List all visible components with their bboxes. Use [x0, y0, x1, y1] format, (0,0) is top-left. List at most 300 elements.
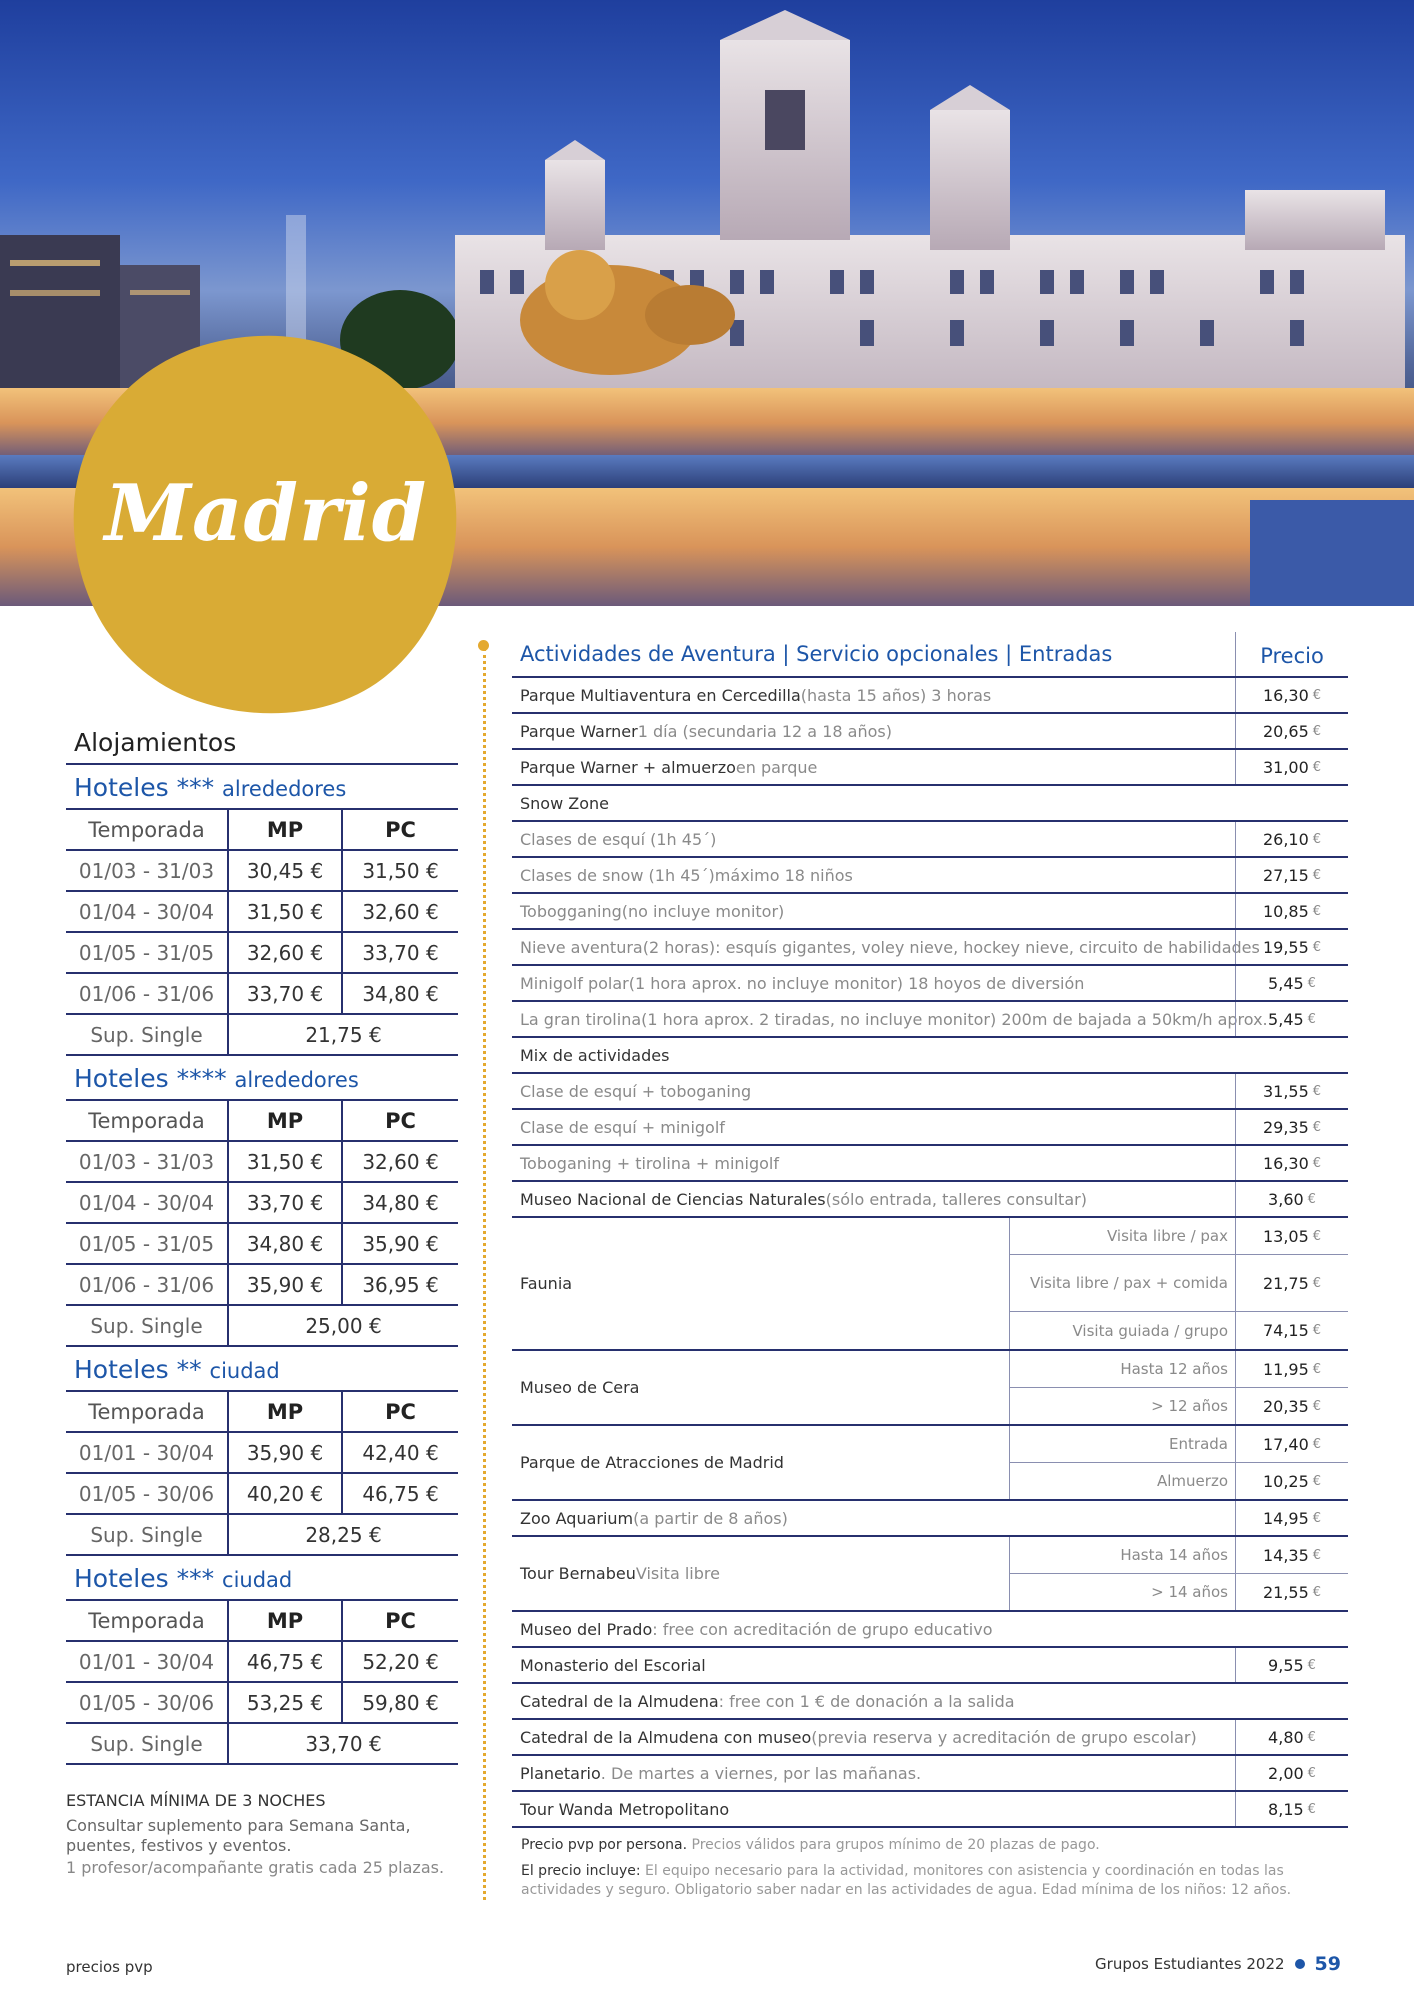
group-name: Tour Bernabeu	[520, 1564, 636, 1583]
price-value: 11,95	[1262, 1359, 1309, 1379]
activity-note: (previa reserva y acreditación de grupo escolar)	[811, 1727, 1197, 1747]
activity-name: La gran tirolina	[520, 1009, 642, 1029]
price-value: 13,05	[1262, 1226, 1309, 1246]
table-row	[66, 1473, 458, 1514]
activity-row	[512, 966, 1348, 1002]
hotel-category: Hoteles ****	[74, 1064, 227, 1093]
group-options	[1009, 1351, 1348, 1424]
activity-row	[512, 678, 1348, 714]
pc-price: 42,40 €	[342, 1432, 458, 1473]
group-option	[1010, 1537, 1348, 1574]
activity-name: Planetario	[520, 1763, 601, 1783]
currency-symbol: €	[1312, 903, 1322, 919]
activity-note: máximo 18 niños	[714, 865, 853, 885]
group-option	[1010, 1388, 1348, 1424]
activity-row	[512, 894, 1348, 930]
season-header: Temporada	[66, 810, 228, 850]
currency-symbol: €	[1312, 1275, 1322, 1291]
season-cell: 01/04 - 30/04	[66, 891, 228, 932]
option-price	[1235, 1388, 1348, 1424]
stay-notes	[66, 1791, 458, 1877]
option-price	[1235, 1255, 1348, 1311]
season-header: Temporada	[66, 1601, 228, 1641]
footnote-pvp-bold: Precio pvp por persona.	[521, 1837, 688, 1853]
activity-name: Clase de esquí + toboganing	[520, 1081, 752, 1101]
activity-price	[1235, 750, 1348, 784]
activity-name: Catedral de la Almudena	[520, 1691, 719, 1711]
activity-label	[520, 966, 1084, 1000]
activity-price	[1235, 1501, 1348, 1535]
activity-price	[1235, 1792, 1348, 1826]
mp-header: MP	[228, 1601, 342, 1641]
table-row	[66, 1432, 458, 1473]
group-option	[1010, 1218, 1348, 1255]
mp-price: 31,50 €	[228, 891, 342, 932]
activity-price	[1235, 822, 1348, 856]
mp-price: 32,60 €	[228, 932, 342, 973]
currency-symbol: €	[1312, 1436, 1322, 1452]
table-row	[66, 1141, 458, 1182]
min-stay-note: ESTANCIA MÍNIMA DE 3 NOCHES	[66, 1791, 326, 1810]
option-price	[1235, 1537, 1348, 1573]
activity-name: Clases de esquí (1h 45´)	[520, 829, 717, 849]
activity-label	[520, 1501, 788, 1535]
activity-label	[520, 1038, 669, 1072]
season-cell: 01/03 - 31/03	[66, 1141, 228, 1182]
currency-symbol: €	[1312, 831, 1322, 847]
activity-name: Toboganing + tirolina + minigolf	[520, 1153, 779, 1173]
activities-header	[512, 632, 1348, 678]
activity-label	[520, 1792, 729, 1826]
currency-symbol: €	[1312, 1547, 1322, 1563]
hotel-price-table	[66, 1601, 458, 1765]
single-row	[66, 1305, 458, 1346]
table-row	[66, 1223, 458, 1264]
price-value: 74,15	[1262, 1321, 1309, 1340]
hotel-title	[66, 765, 458, 810]
group-option	[1010, 1426, 1348, 1463]
activity-row	[512, 1182, 1348, 1218]
season-header: Temporada	[66, 1101, 228, 1141]
single-row	[66, 1014, 458, 1055]
activity-price	[1235, 858, 1348, 892]
currency-symbol: €	[1312, 1398, 1322, 1414]
activity-price	[1235, 1002, 1348, 1036]
season-cell: 01/04 - 30/04	[66, 1182, 228, 1223]
hotel-location: ciudad	[209, 1359, 280, 1383]
pc-header: PC	[342, 1601, 458, 1641]
price-value: 3,60	[1268, 1189, 1304, 1209]
activities-rows	[512, 678, 1348, 1828]
season-cell: 01/06 - 31/06	[66, 973, 228, 1014]
option-price	[1235, 1463, 1348, 1499]
option-price	[1235, 1312, 1348, 1349]
hotel-table-header	[66, 810, 458, 850]
price-footnote	[521, 1836, 1341, 1900]
activity-label	[520, 1182, 1087, 1216]
pc-price: 34,80 €	[342, 973, 458, 1014]
group-option	[1010, 1574, 1348, 1610]
price-value: 16,30	[1262, 1153, 1309, 1173]
page-number: 59	[1314, 1953, 1341, 1975]
table-row	[66, 932, 458, 973]
activity-name: Parque Warner	[520, 721, 638, 741]
activity-group	[512, 1537, 1348, 1612]
activity-row	[512, 930, 1348, 966]
activity-row	[512, 1756, 1348, 1792]
hotel-price-table	[66, 810, 458, 1056]
single-row	[66, 1723, 458, 1764]
currency-symbol: €	[1307, 1801, 1316, 1817]
activity-name: Tobogganing	[520, 901, 622, 921]
hotel-price-table	[66, 1101, 458, 1347]
activity-note: (1 hora aprox. no incluye monitor) 18 hoyos de diversión	[628, 973, 1085, 993]
activity-label	[520, 714, 892, 748]
footer-publication	[1095, 1953, 1341, 1975]
pc-header: PC	[342, 1392, 458, 1432]
activity-price	[1235, 714, 1348, 748]
currency-symbol: €	[1312, 1323, 1322, 1338]
activity-label	[520, 1074, 751, 1108]
activity-name: Parque Warner + almuerzo	[520, 757, 736, 777]
activity-label	[520, 822, 716, 856]
group-options	[1009, 1537, 1348, 1610]
activity-row	[512, 1074, 1348, 1110]
activity-price	[1235, 1110, 1348, 1144]
accommodation-heading: Alojamientos	[66, 728, 458, 765]
footnote-includes	[521, 1862, 1341, 1900]
activity-group	[512, 1426, 1348, 1501]
pc-price: 32,60 €	[342, 1141, 458, 1182]
price-value: 31,00	[1262, 757, 1309, 777]
mp-price: 40,20 €	[228, 1473, 342, 1514]
currency-symbol: €	[1312, 687, 1322, 703]
activity-label	[520, 1002, 1268, 1036]
activity-note: (2 horas): esquís gigantes, voley nieve, hockey nieve, circuito de habilidades	[642, 937, 1260, 957]
price-value: 5,45	[1268, 973, 1304, 993]
hotel-category: Hoteles ***	[74, 1564, 215, 1593]
activity-label	[520, 894, 784, 928]
activity-price	[1235, 966, 1348, 1000]
table-row	[66, 1182, 458, 1223]
pc-price: 31,50 €	[342, 850, 458, 891]
activity-note: 1 día (secundaria 12 a 18 años)	[637, 721, 892, 741]
activity-row	[512, 858, 1348, 894]
pc-price: 34,80 €	[342, 1182, 458, 1223]
currency-symbol: €	[1307, 1729, 1316, 1745]
city-title: Madrid	[104, 468, 428, 559]
activity-note: . De martes a viernes, por las mañanas.	[600, 1763, 922, 1783]
season-header: Temporada	[66, 1392, 228, 1432]
price-value: 10,25	[1262, 1471, 1309, 1491]
accommodation-column	[66, 728, 458, 1877]
activity-row	[512, 1720, 1348, 1756]
group-name: Museo de Cera	[520, 1378, 640, 1397]
season-cell: 01/03 - 31/03	[66, 850, 228, 891]
price-value: 17,40	[1262, 1434, 1309, 1454]
option-price	[1235, 1426, 1348, 1462]
hotel-table-header	[66, 1101, 458, 1141]
activity-note: (hasta 15 años) 3 horas	[800, 685, 992, 705]
option-label: > 12 años	[1151, 1397, 1228, 1415]
single-label: Sup. Single	[66, 1014, 228, 1055]
activity-row	[512, 1110, 1348, 1146]
table-row	[66, 1264, 458, 1305]
activity-price	[1235, 1756, 1348, 1790]
mp-header: MP	[228, 810, 342, 850]
mp-price: 35,90 €	[228, 1264, 342, 1305]
single-price: 21,75 €	[228, 1014, 458, 1055]
mp-price: 30,45 €	[228, 850, 342, 891]
mp-price: 34,80 €	[228, 1223, 342, 1264]
price-value: 16,30	[1262, 685, 1309, 705]
price-value: 21,75	[1262, 1273, 1309, 1293]
single-label: Sup. Single	[66, 1723, 228, 1764]
option-label: Entrada	[1169, 1435, 1228, 1453]
activity-row	[512, 714, 1348, 750]
group-option	[1010, 1255, 1348, 1312]
hotel-title	[66, 1556, 458, 1601]
price-value: 10,85	[1262, 901, 1309, 921]
option-label: Hasta 14 años	[1120, 1546, 1228, 1564]
option-price	[1235, 1574, 1348, 1610]
footnote-includes-text: El equipo necesario para la actividad, monitores con asistencia y coordinación en todas las actividades y seguro. Obligatorio saber nadar en las actividades de agua. Edad mínima de los niños: 12 años.	[521, 1863, 1292, 1898]
season-cell: 01/05 - 31/05	[66, 1223, 228, 1264]
group-option	[1010, 1312, 1348, 1349]
hotel-price-table	[66, 1392, 458, 1556]
pc-price: 32,60 €	[342, 891, 458, 932]
activity-name: Snow Zone	[520, 793, 609, 813]
supplement-note: Consultar suplemento para Semana Santa, puentes, festivos y eventos.	[66, 1816, 411, 1855]
pc-price: 33,70 €	[342, 932, 458, 973]
group-name: Parque de Atracciones de Madrid	[520, 1453, 784, 1472]
price-value: 20,65	[1262, 721, 1309, 741]
activity-row	[512, 1002, 1348, 1038]
footnote-includes-bold: El precio incluye:	[521, 1863, 641, 1879]
activity-name: Tour Wanda Metropolitano	[520, 1799, 730, 1819]
group-note: Visita libre	[635, 1564, 720, 1583]
currency-symbol: €	[1312, 723, 1322, 739]
activity-name: Clases de snow (1h 45´)	[520, 865, 715, 885]
option-label: > 14 años	[1151, 1583, 1228, 1601]
table-row	[66, 1641, 458, 1682]
activity-label	[520, 858, 853, 892]
activity-note: (1 hora aprox. 2 tiradas, no incluye monitor) 200m de bajada a 50km/h aprox.	[641, 1009, 1268, 1029]
teacher-note: 1 profesor/acompañante gratis cada 25 plazas.	[66, 1858, 445, 1877]
season-cell: 01/05 - 31/05	[66, 932, 228, 973]
hotel-location: ciudad	[222, 1568, 293, 1592]
footnote-pvp	[521, 1836, 1341, 1855]
table-row	[66, 1682, 458, 1723]
price-value: 19,55	[1262, 937, 1309, 957]
pc-price: 35,90 €	[342, 1223, 458, 1264]
hotel-category: Hoteles ***	[74, 773, 215, 802]
season-cell: 01/01 - 30/04	[66, 1432, 228, 1473]
season-cell: 01/01 - 30/04	[66, 1641, 228, 1682]
mp-header: MP	[228, 1101, 342, 1141]
currency-symbol: €	[1307, 1011, 1316, 1027]
mp-price: 33,70 €	[228, 973, 342, 1014]
mp-price: 35,90 €	[228, 1432, 342, 1473]
price-value: 20,35	[1262, 1396, 1309, 1416]
pc-price: 46,75 €	[342, 1473, 458, 1514]
hotel-location: alrededores	[234, 1068, 359, 1092]
pc-header: PC	[342, 810, 458, 850]
option-label: Almuerzo	[1157, 1472, 1228, 1490]
currency-symbol: €	[1312, 1510, 1322, 1526]
activity-name: Parque Multiaventura en Cercedilla	[520, 685, 801, 705]
mp-header: MP	[228, 1392, 342, 1432]
hotel-tables	[66, 765, 458, 1765]
activity-note: (a partir de 8 años)	[633, 1508, 788, 1528]
option-price	[1235, 1218, 1348, 1254]
group-option	[1010, 1463, 1348, 1499]
activity-name: Clase de esquí + minigolf	[520, 1117, 725, 1137]
activity-group	[512, 1351, 1348, 1426]
price-value: 2,00	[1268, 1763, 1304, 1783]
activity-price	[1235, 1182, 1348, 1216]
footer-publication-title: Grupos Estudiantes 2022	[1095, 1955, 1285, 1973]
activity-label	[520, 1612, 992, 1646]
single-label: Sup. Single	[66, 1514, 228, 1555]
pc-header: PC	[342, 1101, 458, 1141]
mp-price: 53,25 €	[228, 1682, 342, 1723]
group-label	[520, 1426, 784, 1499]
hotel-title	[66, 1056, 458, 1101]
activity-row	[512, 750, 1348, 786]
section-row	[512, 1038, 1348, 1074]
currency-symbol: €	[1307, 1765, 1316, 1781]
price-value: 5,45	[1268, 1009, 1304, 1029]
single-label: Sup. Single	[66, 1305, 228, 1346]
activity-price	[1235, 1720, 1348, 1754]
activity-name: Museo del Prado	[520, 1619, 653, 1639]
currency-symbol: €	[1312, 939, 1322, 955]
table-row	[66, 973, 458, 1014]
activity-row	[512, 1648, 1348, 1684]
activity-note: (no incluye monitor)	[621, 901, 785, 921]
price-value: 14,95	[1262, 1508, 1309, 1528]
hotel-table-header	[66, 1392, 458, 1432]
activity-label	[520, 786, 609, 820]
price-value: 9,55	[1268, 1655, 1304, 1675]
activity-label	[520, 750, 817, 784]
season-cell: 01/05 - 30/06	[66, 1682, 228, 1723]
currency-symbol: €	[1312, 1473, 1322, 1489]
activity-label	[520, 930, 1260, 964]
group-label	[520, 1351, 639, 1424]
option-label: Visita libre / pax	[1106, 1227, 1228, 1245]
activity-name: Zoo Aquarium	[520, 1508, 634, 1528]
activity-name: Mix de actividades	[520, 1045, 670, 1065]
activity-label	[520, 1756, 921, 1790]
single-row	[66, 1514, 458, 1555]
group-label	[520, 1537, 720, 1610]
price-value: 26,10	[1262, 829, 1309, 849]
mp-price: 33,70 €	[228, 1182, 342, 1223]
currency-symbol: €	[1307, 975, 1316, 991]
pc-price: 36,95 €	[342, 1264, 458, 1305]
activity-label	[520, 1110, 725, 1144]
group-options	[1009, 1426, 1348, 1499]
activity-row	[512, 1146, 1348, 1182]
price-value: 8,15	[1268, 1799, 1304, 1819]
group-options	[1009, 1218, 1348, 1349]
currency-symbol: €	[1312, 1083, 1322, 1099]
activity-label	[520, 678, 991, 712]
currency-symbol: €	[1307, 1191, 1316, 1207]
activity-price	[1235, 1146, 1348, 1180]
activity-row	[512, 1792, 1348, 1828]
activity-note: : free con 1 € de donación a la salida	[718, 1691, 1015, 1711]
hotel-category: Hoteles **	[74, 1355, 202, 1384]
hotel-location: alrededores	[222, 777, 347, 801]
option-price	[1235, 1351, 1348, 1387]
activity-label	[520, 1648, 706, 1682]
section-row	[512, 786, 1348, 822]
price-value: 4,80	[1268, 1727, 1304, 1747]
single-price: 28,25 €	[228, 1514, 458, 1555]
currency-symbol: €	[1312, 1228, 1322, 1244]
activity-name: Minigolf polar	[520, 973, 629, 993]
price-value: 31,55	[1262, 1081, 1309, 1101]
price-value: 29,35	[1262, 1117, 1309, 1137]
activity-price	[1235, 678, 1348, 712]
group-name: Faunia	[520, 1274, 573, 1293]
activities-header-title: Actividades de Aventura | Servicio opcionales | Entradas	[520, 642, 1113, 666]
mp-price: 46,75 €	[228, 1641, 342, 1682]
price-value: 14,35	[1262, 1545, 1309, 1565]
activity-price	[1235, 894, 1348, 928]
activity-row	[512, 822, 1348, 858]
activity-price	[1235, 1074, 1348, 1108]
activity-price	[1235, 930, 1348, 964]
option-label: Visita libre / pax + comida	[1029, 1274, 1228, 1292]
activity-label	[520, 1720, 1197, 1754]
activity-name: Catedral de la Almudena con museo	[520, 1727, 812, 1747]
table-row	[66, 891, 458, 932]
activity-row	[512, 1501, 1348, 1537]
pc-price: 59,80 €	[342, 1682, 458, 1723]
activities-header-price: Precio	[1235, 632, 1348, 676]
activity-group	[512, 1218, 1348, 1351]
table-row	[66, 850, 458, 891]
activity-name: Nieve aventura	[520, 937, 643, 957]
section-row	[512, 1612, 1348, 1648]
season-cell: 01/06 - 31/06	[66, 1264, 228, 1305]
option-label: Visita guiada / grupo	[1072, 1321, 1228, 1340]
activity-label	[520, 1684, 1015, 1718]
currency-symbol: €	[1312, 1119, 1322, 1135]
group-option	[1010, 1351, 1348, 1388]
hotel-table-header	[66, 1601, 458, 1641]
activity-name: Monasterio del Escorial	[520, 1655, 706, 1675]
single-price: 25,00 €	[228, 1305, 458, 1346]
currency-symbol: €	[1312, 759, 1322, 775]
single-price: 33,70 €	[228, 1723, 458, 1764]
footnote-pvp-text: Precios válidos para grupos mínimo de 20 plazas de pago.	[687, 1837, 1100, 1853]
season-cell: 01/05 - 30/06	[66, 1473, 228, 1514]
hotel-title	[66, 1347, 458, 1392]
activities-table	[512, 632, 1348, 1828]
activity-name: Museo Nacional de Ciencias Naturales	[520, 1189, 826, 1209]
activity-note: en parque	[735, 757, 818, 777]
activity-label	[520, 1146, 779, 1180]
price-value: 27,15	[1262, 865, 1309, 885]
group-label	[520, 1218, 572, 1349]
option-label: Hasta 12 años	[1120, 1360, 1228, 1378]
currency-symbol: €	[1312, 1584, 1322, 1600]
